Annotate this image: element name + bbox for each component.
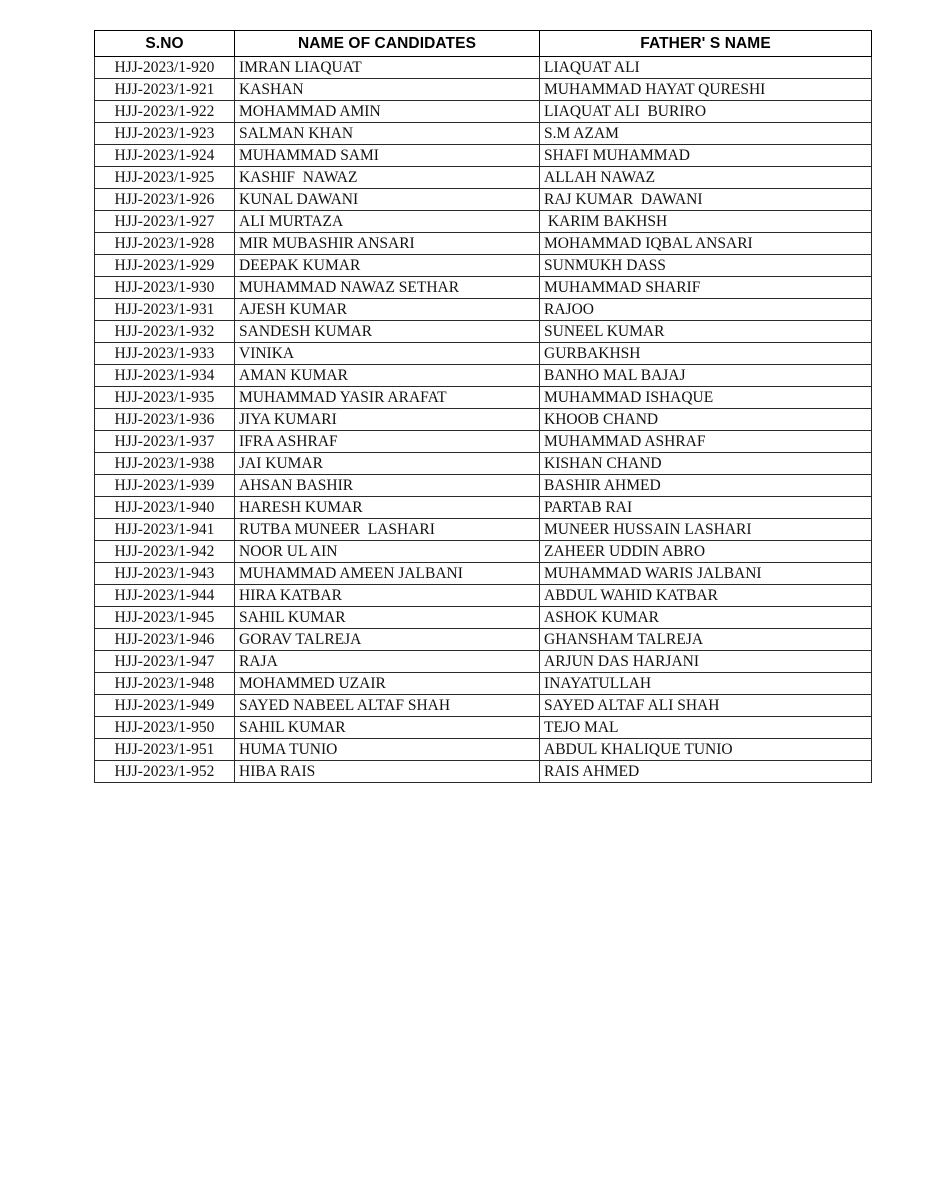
cell-sno: HJJ-2023/1-939 xyxy=(95,475,235,497)
cell-name: RAJA xyxy=(235,651,540,673)
cell-father: KISHAN CHAND xyxy=(540,453,872,475)
cell-sno: HJJ-2023/1-944 xyxy=(95,585,235,607)
table-header xyxy=(95,31,872,57)
cell-father: SAYED ALTAF ALI SHAH xyxy=(540,695,872,717)
cell-sno: HJJ-2023/1-921 xyxy=(95,79,235,101)
table-row xyxy=(95,255,872,277)
cell-father: RAJ KUMAR DAWANI xyxy=(540,189,872,211)
table-row xyxy=(95,541,872,563)
table-row xyxy=(95,189,872,211)
cell-name: KASHIF NAWAZ xyxy=(235,167,540,189)
table-row xyxy=(95,673,872,695)
cell-name: GORAV TALREJA xyxy=(235,629,540,651)
cell-father: PARTAB RAI xyxy=(540,497,872,519)
cell-sno: HJJ-2023/1-937 xyxy=(95,431,235,453)
cell-sno: HJJ-2023/1-932 xyxy=(95,321,235,343)
table-row xyxy=(95,167,872,189)
table-row xyxy=(95,717,872,739)
candidates-table xyxy=(94,30,872,783)
cell-father: ALLAH NAWAZ xyxy=(540,167,872,189)
table-row xyxy=(95,387,872,409)
cell-name: MUHAMMAD NAWAZ SETHAR xyxy=(235,277,540,299)
cell-name: SAHIL KUMAR xyxy=(235,607,540,629)
cell-sno: HJJ-2023/1-931 xyxy=(95,299,235,321)
table-row xyxy=(95,563,872,585)
cell-father: ABDUL WAHID KATBAR xyxy=(540,585,872,607)
cell-name: SANDESH KUMAR xyxy=(235,321,540,343)
table-body xyxy=(95,57,872,783)
table-row xyxy=(95,695,872,717)
table-row xyxy=(95,123,872,145)
table-row xyxy=(95,321,872,343)
cell-name: NOOR UL AIN xyxy=(235,541,540,563)
cell-sno: HJJ-2023/1-925 xyxy=(95,167,235,189)
cell-father: ZAHEER UDDIN ABRO xyxy=(540,541,872,563)
cell-sno: HJJ-2023/1-923 xyxy=(95,123,235,145)
cell-name: MUHAMMAD YASIR ARAFAT xyxy=(235,387,540,409)
cell-sno: HJJ-2023/1-947 xyxy=(95,651,235,673)
column-header-father: FATHER' S NAME xyxy=(540,31,872,57)
cell-sno: HJJ-2023/1-926 xyxy=(95,189,235,211)
table-row xyxy=(95,409,872,431)
cell-father: MUHAMMAD SHARIF xyxy=(540,277,872,299)
cell-name: JIYA KUMARI xyxy=(235,409,540,431)
cell-father: MUHAMMAD HAYAT QURESHI xyxy=(540,79,872,101)
cell-father: MUHAMMAD ASHRAF xyxy=(540,431,872,453)
cell-name: MIR MUBASHIR ANSARI xyxy=(235,233,540,255)
cell-sno: HJJ-2023/1-927 xyxy=(95,211,235,233)
cell-sno: HJJ-2023/1-938 xyxy=(95,453,235,475)
cell-name: HIRA KATBAR xyxy=(235,585,540,607)
table-row xyxy=(95,145,872,167)
table-row xyxy=(95,761,872,783)
cell-sno: HJJ-2023/1-941 xyxy=(95,519,235,541)
cell-father: BASHIR AHMED xyxy=(540,475,872,497)
cell-name: IFRA ASHRAF xyxy=(235,431,540,453)
cell-sno: HJJ-2023/1-942 xyxy=(95,541,235,563)
cell-name: AMAN KUMAR xyxy=(235,365,540,387)
cell-father: ABDUL KHALIQUE TUNIO xyxy=(540,739,872,761)
cell-sno: HJJ-2023/1-930 xyxy=(95,277,235,299)
cell-father: ARJUN DAS HARJANI xyxy=(540,651,872,673)
cell-name: JAI KUMAR xyxy=(235,453,540,475)
table-row xyxy=(95,629,872,651)
table-row xyxy=(95,57,872,79)
cell-father: GHANSHAM TALREJA xyxy=(540,629,872,651)
cell-name: AHSAN BASHIR xyxy=(235,475,540,497)
cell-name: ALI MURTAZA xyxy=(235,211,540,233)
table-row xyxy=(95,607,872,629)
cell-sno: HJJ-2023/1-924 xyxy=(95,145,235,167)
table-row xyxy=(95,101,872,123)
table-row xyxy=(95,431,872,453)
cell-father: MUHAMMAD ISHAQUE xyxy=(540,387,872,409)
cell-sno: HJJ-2023/1-950 xyxy=(95,717,235,739)
cell-name: MOHAMMED UZAIR xyxy=(235,673,540,695)
cell-sno: HJJ-2023/1-920 xyxy=(95,57,235,79)
cell-father: INAYATULLAH xyxy=(540,673,872,695)
cell-sno: HJJ-2023/1-952 xyxy=(95,761,235,783)
column-header-name: NAME OF CANDIDATES xyxy=(235,31,540,57)
table-row xyxy=(95,739,872,761)
cell-sno: HJJ-2023/1-943 xyxy=(95,563,235,585)
cell-sno: HJJ-2023/1-946 xyxy=(95,629,235,651)
cell-sno: HJJ-2023/1-934 xyxy=(95,365,235,387)
cell-name: AJESH KUMAR xyxy=(235,299,540,321)
cell-father: LIAQUAT ALI xyxy=(540,57,872,79)
cell-father: RAIS AHMED xyxy=(540,761,872,783)
cell-sno: HJJ-2023/1-948 xyxy=(95,673,235,695)
cell-name: SAHIL KUMAR xyxy=(235,717,540,739)
cell-father: MUHAMMAD WARIS JALBANI xyxy=(540,563,872,585)
table-row xyxy=(95,233,872,255)
cell-sno: HJJ-2023/1-935 xyxy=(95,387,235,409)
cell-father: RAJOO xyxy=(540,299,872,321)
table-row xyxy=(95,453,872,475)
cell-father: GURBAKHSH xyxy=(540,343,872,365)
cell-sno: HJJ-2023/1-949 xyxy=(95,695,235,717)
cell-sno: HJJ-2023/1-922 xyxy=(95,101,235,123)
table-row xyxy=(95,585,872,607)
cell-father: KARIM BAKHSH xyxy=(540,211,872,233)
cell-father: LIAQUAT ALI BURIRO xyxy=(540,101,872,123)
cell-father: MOHAMMAD IQBAL ANSARI xyxy=(540,233,872,255)
table-row xyxy=(95,519,872,541)
cell-name: DEEPAK KUMAR xyxy=(235,255,540,277)
cell-name: RUTBA MUNEER LASHARI xyxy=(235,519,540,541)
cell-father: ASHOK KUMAR xyxy=(540,607,872,629)
cell-father: MUNEER HUSSAIN LASHARI xyxy=(540,519,872,541)
table-row xyxy=(95,475,872,497)
cell-name: SAYED NABEEL ALTAF SHAH xyxy=(235,695,540,717)
cell-name: SALMAN KHAN xyxy=(235,123,540,145)
cell-name: MOHAMMAD AMIN xyxy=(235,101,540,123)
table-row xyxy=(95,277,872,299)
table-row xyxy=(95,343,872,365)
cell-father: KHOOB CHAND xyxy=(540,409,872,431)
table-row xyxy=(95,365,872,387)
cell-father: SUNMUKH DASS xyxy=(540,255,872,277)
cell-name: HIBA RAIS xyxy=(235,761,540,783)
cell-sno: HJJ-2023/1-929 xyxy=(95,255,235,277)
cell-sno: HJJ-2023/1-945 xyxy=(95,607,235,629)
cell-father: S.M AZAM xyxy=(540,123,872,145)
cell-father: SHAFI MUHAMMAD xyxy=(540,145,872,167)
cell-sno: HJJ-2023/1-933 xyxy=(95,343,235,365)
cell-name: KUNAL DAWANI xyxy=(235,189,540,211)
cell-name: HUMA TUNIO xyxy=(235,739,540,761)
table-row xyxy=(95,497,872,519)
cell-sno: HJJ-2023/1-936 xyxy=(95,409,235,431)
cell-sno: HJJ-2023/1-951 xyxy=(95,739,235,761)
table-row xyxy=(95,299,872,321)
cell-name: MUHAMMAD AMEEN JALBANI xyxy=(235,563,540,585)
table-row xyxy=(95,651,872,673)
cell-father: BANHO MAL BAJAJ xyxy=(540,365,872,387)
table-header-row xyxy=(95,31,872,57)
cell-name: MUHAMMAD SAMI xyxy=(235,145,540,167)
cell-name: VINIKA xyxy=(235,343,540,365)
table-row xyxy=(95,79,872,101)
cell-father: TEJO MAL xyxy=(540,717,872,739)
table-row xyxy=(95,211,872,233)
cell-name: KASHAN xyxy=(235,79,540,101)
cell-name: IMRAN LIAQUAT xyxy=(235,57,540,79)
column-header-sno: S.NO xyxy=(95,31,235,57)
cell-sno: HJJ-2023/1-940 xyxy=(95,497,235,519)
cell-sno: HJJ-2023/1-928 xyxy=(95,233,235,255)
cell-father: SUNEEL KUMAR xyxy=(540,321,872,343)
cell-name: HARESH KUMAR xyxy=(235,497,540,519)
